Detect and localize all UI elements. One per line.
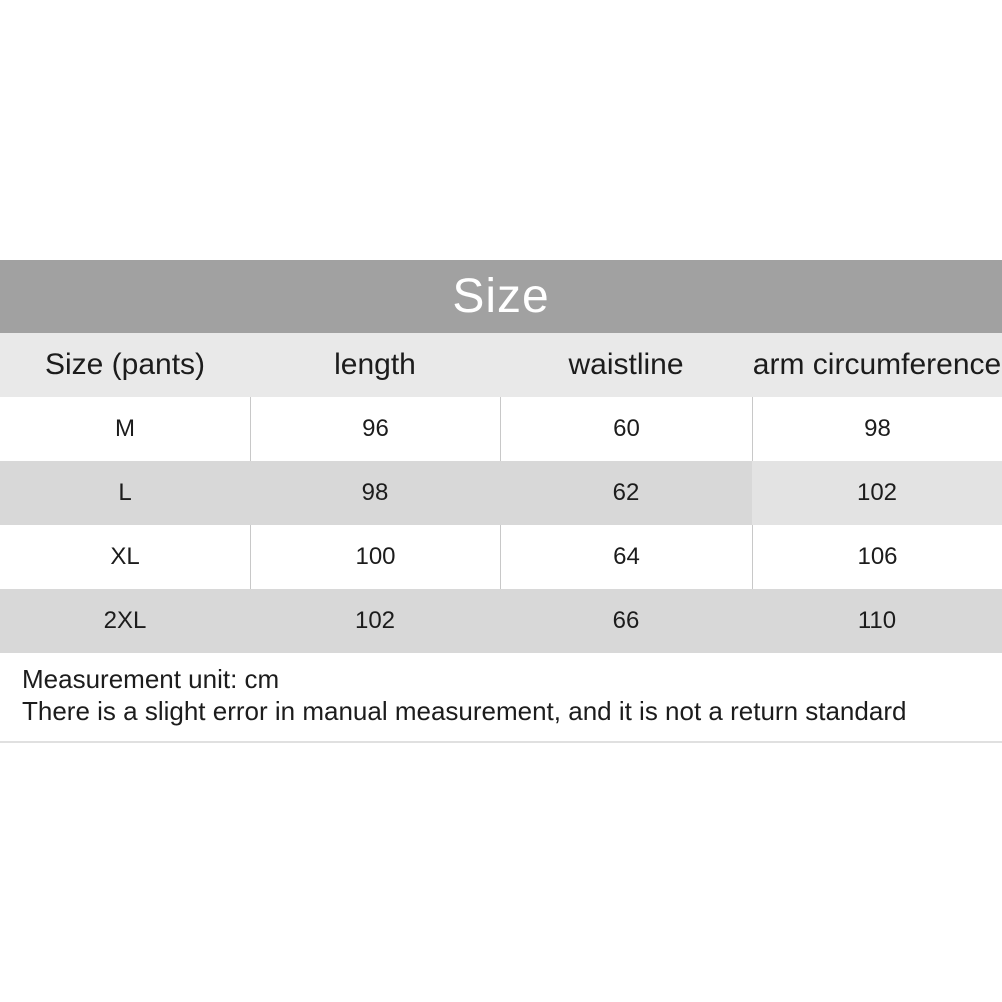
cell-length: 96 [250,397,500,461]
table-row-m [0,397,1002,461]
cell-size: M [115,415,135,442]
measurement-unit-note: Measurement unit: cm [22,664,280,694]
cell-length: 102 [250,589,500,653]
cell-arm-circumference: 98 [752,397,1002,461]
cell-waistline: 62 [500,461,752,525]
cell-waistline: 60 [500,397,752,461]
cell-arm-circumference: 102 [752,461,1002,525]
cell-length: 100 [250,525,500,589]
measurement-note [0,653,1002,743]
cell-waistline: 66 [500,589,752,653]
size-chart-title-bar [0,260,1002,333]
cell-arm-circumference: 110 [752,589,1002,653]
cell-length: 98 [250,461,500,525]
table-row-2xl [0,589,1002,653]
table-header-row [0,333,1002,397]
size-chart-title: Size [452,270,550,323]
cell-waistline: 64 [500,525,752,589]
column-header-length: length [334,348,416,381]
cell-size: XL [110,543,140,570]
cell-arm-circumference: 106 [752,525,1002,589]
column-header-size: Size (pants) [44,348,206,381]
cell-size: 2XL [0,589,250,653]
column-header-waistline: waistline [568,348,684,381]
column-header-arm-circumference: arm circumference [752,348,1002,381]
table-row-l [0,461,1002,525]
size-chart [0,260,1002,743]
measurement-error-note: There is a slight error in manual measurement, and it is not a return standard [22,696,907,726]
cell-size: L [0,461,250,525]
table-row-xl [0,525,1002,589]
